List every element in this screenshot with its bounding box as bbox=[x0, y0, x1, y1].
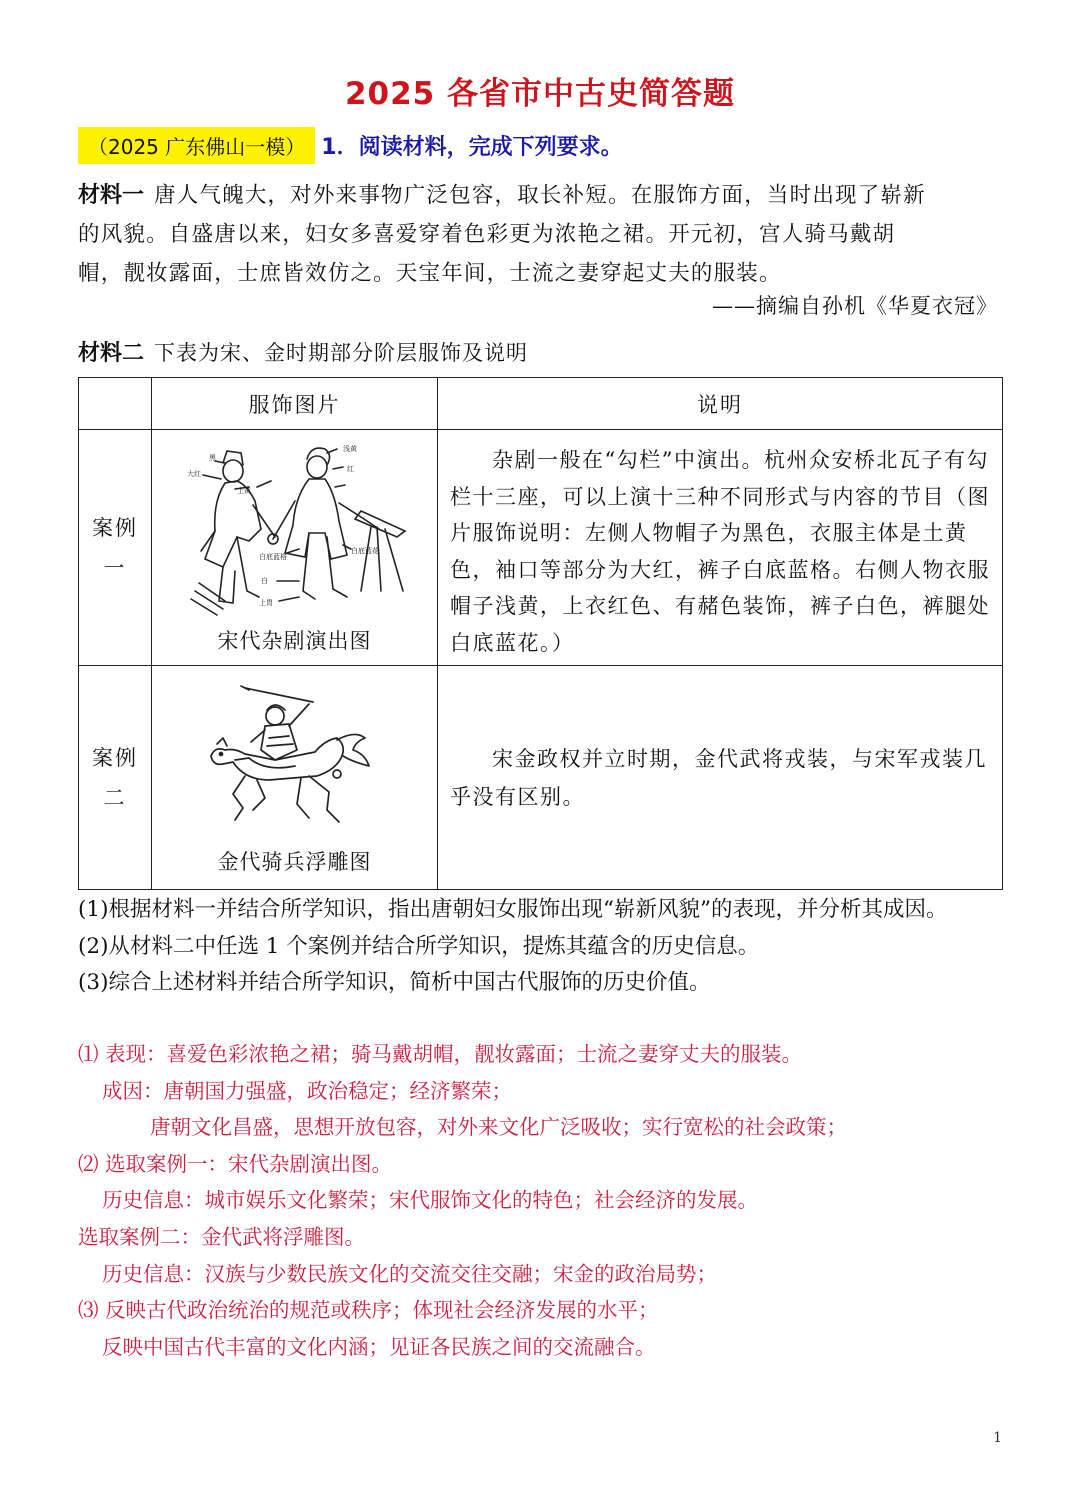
question-list bbox=[78, 892, 1008, 1002]
picture-label: 白 bbox=[260, 576, 268, 585]
answer-line: 历史信息：城市娱乐文化繁荣；宋代服饰文化的特色；社会经济的发展。 bbox=[102, 1188, 758, 1213]
case-label: 案例 二 bbox=[79, 666, 152, 890]
material-one-source: ——摘编自孙机《华夏衣冠》 bbox=[712, 294, 998, 318]
jin-cavalry-illustration bbox=[205, 680, 385, 842]
case-label: 案例 一 bbox=[79, 430, 152, 666]
picture-label: 白底蓝花 bbox=[350, 546, 379, 555]
picture-label: 大红 bbox=[186, 469, 201, 478]
costume-table bbox=[78, 377, 1003, 890]
picture-label: 浅黄 bbox=[342, 444, 357, 453]
question-item: (2)从材料二中任选 1 个案例并结合所学知识，提炼其蕴含的历史信息。 bbox=[78, 933, 760, 959]
picture-caption: 金代骑兵浮雕图 bbox=[217, 849, 372, 874]
material-one-line2: 的风貌。自盛唐以来，妇女多喜爱穿着色彩更为浓艳之裙。开元初，宫人骑马戴胡 bbox=[78, 222, 896, 247]
answer-line: ⑵ 选取案例一：宋代杂剧演出图。 bbox=[78, 1151, 393, 1176]
answer-line: ⑴ 表现：喜爱色彩浓艳之裙；骑马戴胡帽，靓妆露面；士流之妻穿丈夫的服装。 bbox=[78, 1042, 803, 1066]
page-number: 1 bbox=[993, 1430, 1002, 1446]
table-header-blank bbox=[79, 378, 152, 430]
table-header-picture: 服饰图片 bbox=[152, 378, 438, 430]
table-row bbox=[79, 430, 1003, 666]
picture-cell bbox=[152, 666, 438, 890]
answer-line: 唐朝文化昌盛，思想开放包容，对外来文化广泛吸收；实行宽松的社会政策； bbox=[150, 1115, 847, 1140]
table-header-description: 说明 bbox=[438, 378, 1003, 430]
picture-label: 红 bbox=[346, 464, 354, 473]
table-header-row bbox=[79, 378, 1003, 430]
question-header bbox=[78, 124, 623, 166]
page-title: 2025 各省市中古史简答题 bbox=[344, 76, 736, 112]
answer-line: 选取案例二：金代武将浮雕图。 bbox=[78, 1224, 365, 1249]
material-two-label: 材料二 bbox=[78, 341, 145, 366]
material-two bbox=[78, 334, 528, 373]
answer-line: 成因：唐朝国力强盛，政治稳定；经济繁荣； bbox=[102, 1078, 512, 1103]
answer-line: ⑶ 反映古代政治统治的规范或秩序；体现社会经济发展的水平； bbox=[78, 1298, 659, 1323]
answer-line: 反映中国古代丰富的文化内涵；见证各民族之间的交流融合。 bbox=[102, 1334, 656, 1359]
picture-label: 上胄 bbox=[258, 598, 273, 607]
material-one-line3: 帽，靓妆露面，士庶皆效仿之。天宝年间，士流之妻穿起丈夫的服装。 bbox=[78, 261, 782, 286]
answer-section bbox=[78, 1036, 1018, 1365]
description-cell: 宋金政权并立时期，金代武将戎装，与宋军戎装几乎没有区别。 bbox=[438, 666, 1003, 890]
picture-label: 黑 bbox=[208, 453, 216, 462]
material-one-line1: 材料一 唐人气魄大，对外来事物广泛包容，取长补短。在服饰方面，当时出现了崭新 bbox=[78, 183, 926, 208]
description-cell: 杂剧一般在“勾栏”中演出。杭州众安桥北瓦子有勾栏十三座，可以上演十三种不同形式与内容的节目（图片服饰说明：左侧人物帽子为黑色，衣服主体是土黄色，袖口等部分为大红，裤子白底蓝格。右侧人物衣服帽子浅黄，上衣红色、有赭色装饰，裤子白色，裤腿处白底蓝花。） bbox=[438, 430, 1003, 666]
material-one bbox=[78, 176, 1000, 293]
song-opera-illustration bbox=[175, 441, 415, 621]
material-two-intro: 下表为宋、金时期部分阶层服饰及说明 bbox=[154, 341, 529, 365]
picture-cell bbox=[152, 430, 438, 666]
table-row bbox=[79, 666, 1003, 890]
picture-caption: 宋代杂剧演出图 bbox=[217, 628, 372, 653]
question-heading: 1．阅读材料，完成下列要求。 bbox=[321, 134, 623, 160]
question-item: (3)综合上述材料并结合所学知识，简析中国古代服饰的历史价值。 bbox=[78, 970, 711, 995]
question-item: (1)根据材料一并结合所学知识，指出唐朝妇女服饰出现“崭新风貌”的表现，并分析其成因。 bbox=[78, 897, 948, 922]
picture-label: 上黄 bbox=[236, 486, 251, 495]
picture-label: 白底蓝格 bbox=[258, 552, 287, 561]
answer-line: 历史信息：汉族与少数民族文化的交流交往交融；宋金的政治局势； bbox=[102, 1261, 717, 1286]
material-one-label: 材料一 bbox=[78, 183, 145, 208]
source-tag: （2025 广东佛山一模） bbox=[78, 127, 315, 164]
